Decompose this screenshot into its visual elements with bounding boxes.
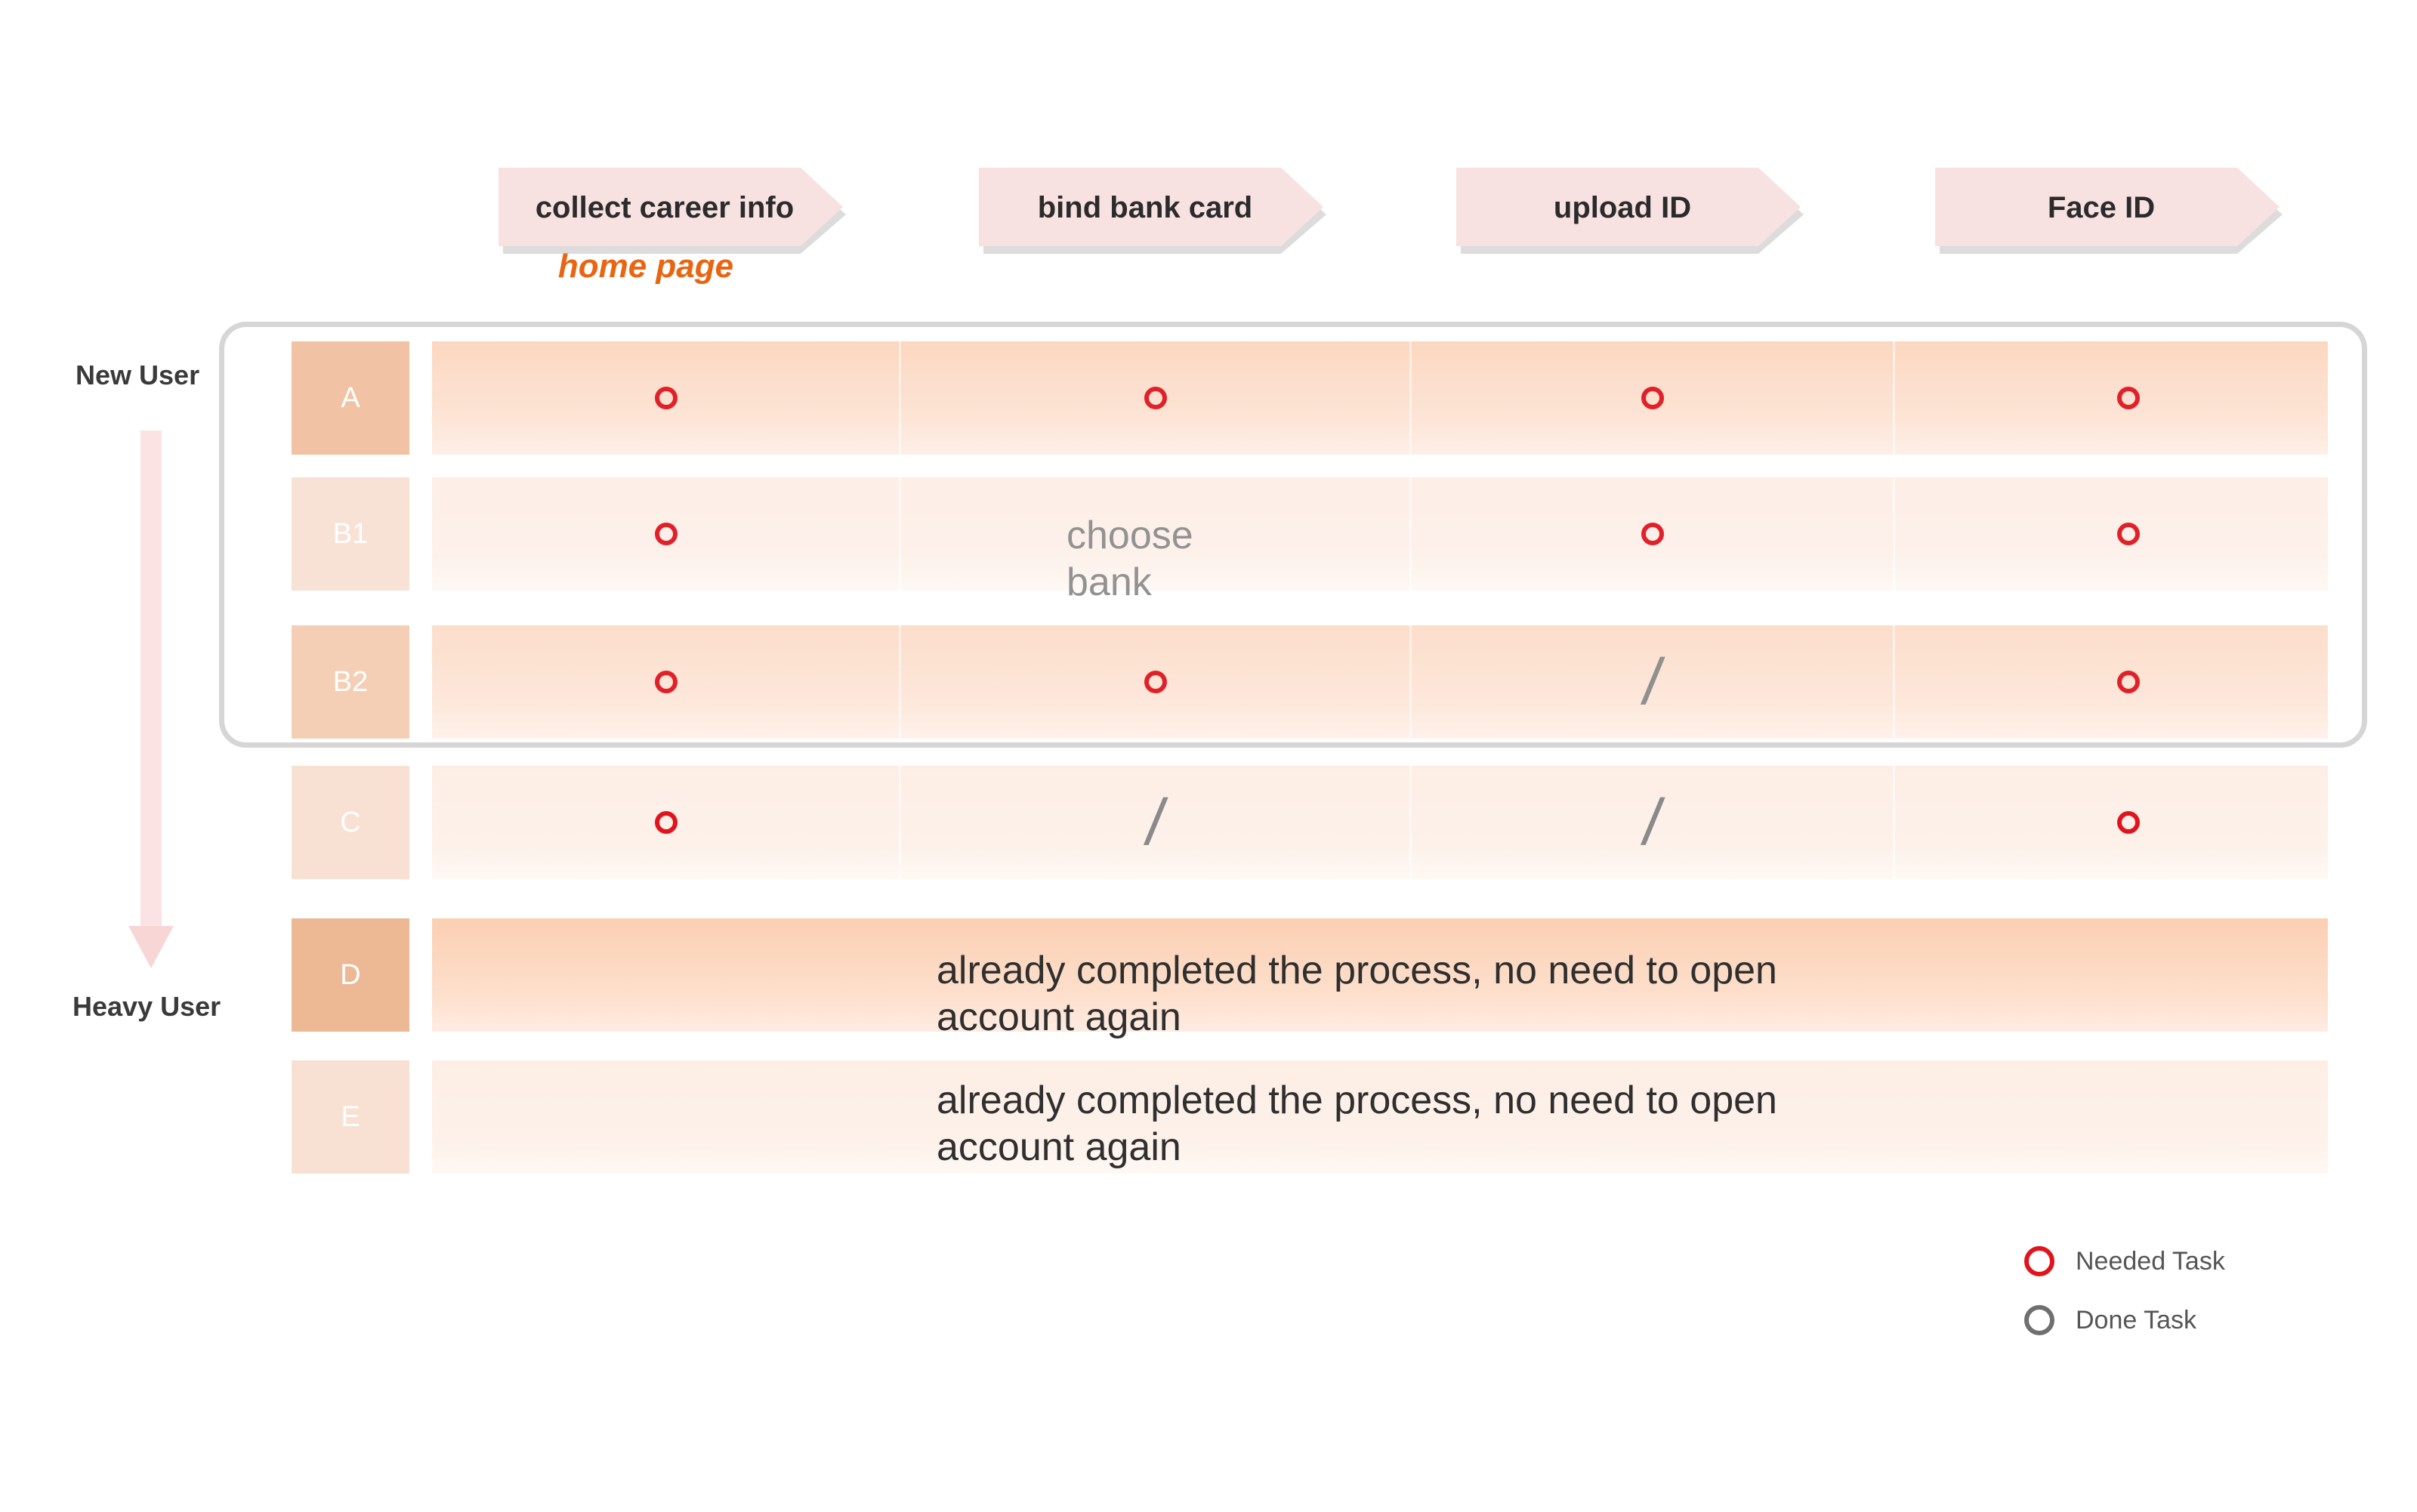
legend-item-needed bbox=[2024, 1245, 2225, 1278]
home-page-note: home page bbox=[557, 248, 734, 285]
legend-label: Done Task bbox=[2076, 1305, 2197, 1335]
step-collect-career-info bbox=[499, 168, 861, 248]
step-face-id bbox=[1935, 168, 2298, 248]
not-applicable-mark: / bbox=[1638, 785, 1667, 859]
legend-item-done bbox=[2024, 1304, 2225, 1337]
row-cells bbox=[432, 766, 2328, 879]
legend bbox=[2024, 1245, 2225, 1362]
step-label: bind bank card bbox=[1037, 190, 1253, 224]
step-label: Face ID bbox=[2047, 190, 2156, 224]
needed-task-icon bbox=[655, 811, 678, 834]
step-label: collect career info bbox=[535, 190, 795, 224]
step-upload-id bbox=[1456, 168, 1819, 248]
row-label-c: C bbox=[292, 766, 409, 879]
done-task-icon bbox=[2024, 1305, 2054, 1335]
row-cells bbox=[432, 918, 2328, 1039]
row-cells bbox=[432, 1060, 2328, 1174]
new-user-label: New User bbox=[76, 359, 200, 390]
needed-task-icon bbox=[2117, 811, 2140, 834]
completed-process-note: already completed the process, no need to open account again bbox=[937, 1078, 1777, 1169]
needed-task-icon bbox=[2024, 1246, 2054, 1276]
not-applicable-mark: / bbox=[1638, 645, 1667, 718]
user-progression-arrow-icon bbox=[128, 430, 186, 971]
new-user-group-outline bbox=[219, 322, 2367, 748]
row-label-d: D bbox=[292, 918, 409, 1032]
row-label-b2: B2 bbox=[292, 625, 409, 739]
choose-bank-note: choose bank bbox=[1067, 514, 1193, 604]
row-label-a: A bbox=[292, 341, 409, 455]
row-label-b1: B1 bbox=[292, 477, 409, 591]
step-label: upload ID bbox=[1553, 190, 1692, 224]
completed-process-note: already completed the process, no need to open account again bbox=[937, 949, 1777, 1039]
row-label-e: E bbox=[292, 1060, 409, 1174]
heavy-user-label: Heavy User bbox=[73, 991, 221, 1022]
legend-label: Needed Task bbox=[2076, 1246, 2225, 1276]
step-bind-bank-card bbox=[979, 168, 1341, 248]
not-applicable-mark: / bbox=[1141, 785, 1170, 859]
